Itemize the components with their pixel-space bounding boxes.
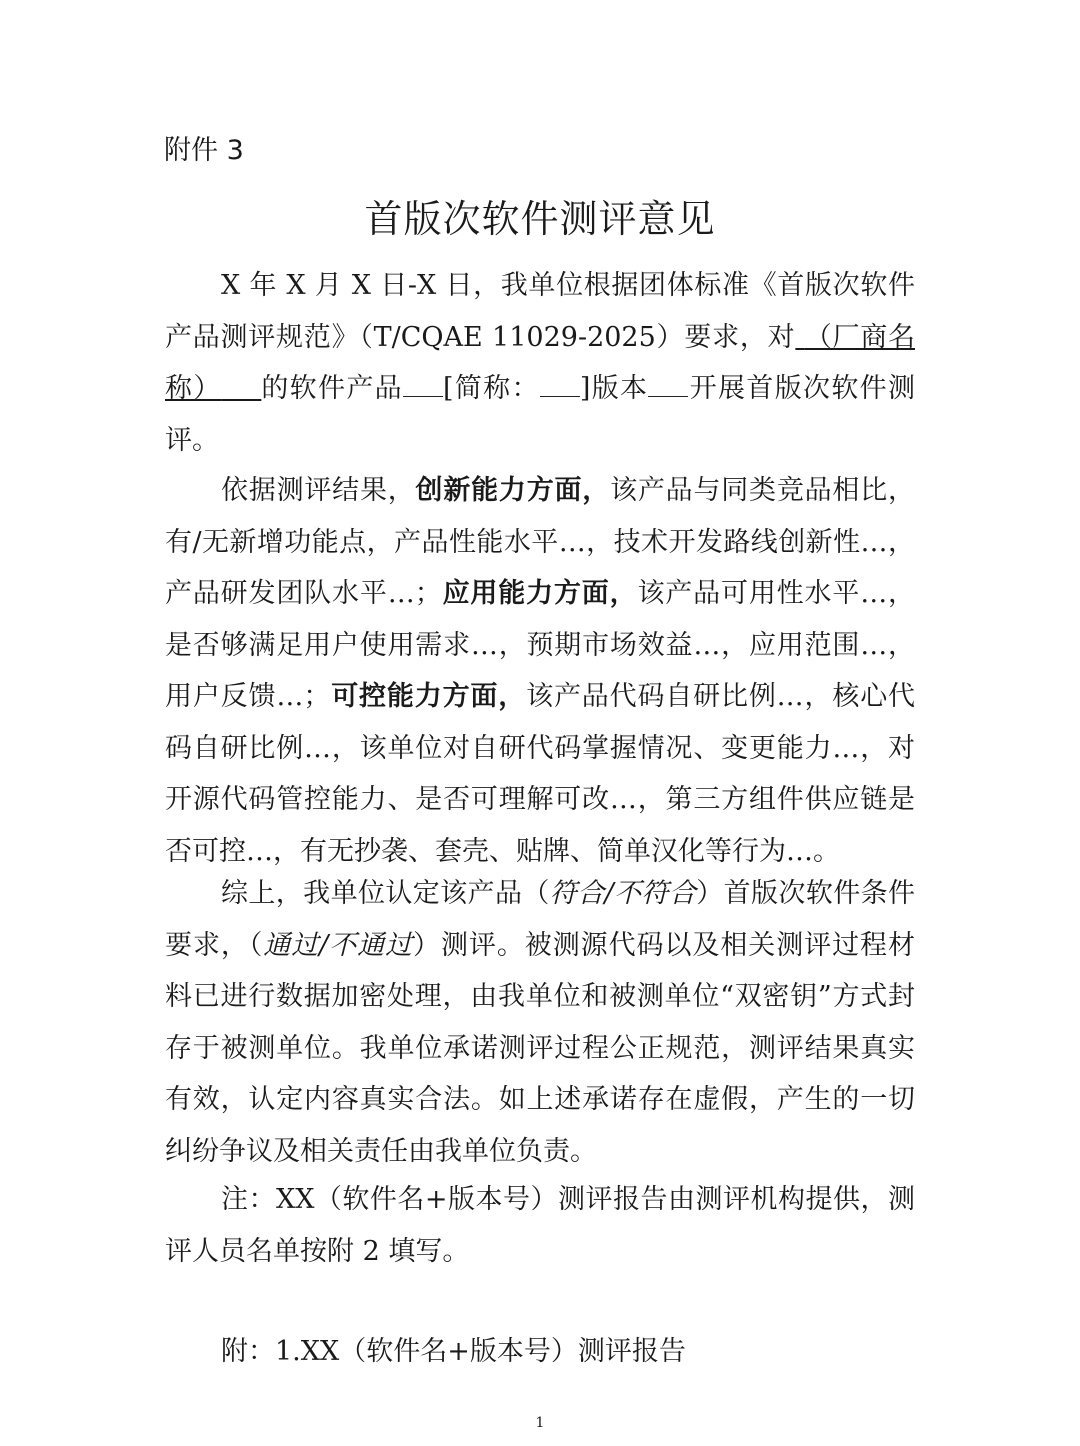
appendix-line: 附：1.XX（软件名+版本号）测评报告 bbox=[221, 1336, 686, 1367]
version-blank bbox=[648, 374, 688, 397]
conformity-option: 符合/不符合 bbox=[549, 878, 697, 909]
attachment-label: 附件 3 bbox=[164, 135, 244, 166]
abbr-blank bbox=[540, 374, 580, 397]
vendor-name-placeholder: （厂商名称） bbox=[165, 321, 916, 404]
intro-text-3: 开展首版次软件测评。 bbox=[165, 373, 916, 456]
document-body bbox=[165, 260, 915, 466]
intro-text: X 年 X 月 X 日-X 日，我单位根据团体标准《首版次软件产品测评规范》（T/CQAE 11029-2025）要求，对 bbox=[165, 270, 915, 353]
version-label: ]版本 bbox=[579, 373, 649, 404]
paragraph-intro bbox=[165, 260, 915, 466]
evaluation-paragraph: 依据测评结果，创新能力方面，该产品与同类竞品相比，有/无新增功能点，产品性能水平…，技术开发路线创新性…，产品研发团队水平…；应用能力方面，该产品可用性水平…，是否够满足用户使用需求…，预期市场效益…，应用范围…，用户反馈…；可控能力方面，该产品代码自研比例…，核心代码自研比例…，该单位对自研代码掌握情况、变更能力…，对开源代码管控能力、是否可理解可改…，第三方组件供应链是否可控…，有无抄袭、套壳、贴牌、简单汉化等行为…。 bbox=[165, 475, 916, 867]
page-number: 1 bbox=[535, 1415, 545, 1431]
controllability-heading: 可控能力方面， bbox=[330, 681, 527, 712]
pass-option: 通过/不通过 bbox=[263, 929, 414, 961]
conclusion-paragraph: 综上，我单位认定该产品（符合/不符合）首版次软件条件要求，（通过/不通过）测评。被测源代码以及相关测评过程材料已进行数据加密处理，由我单位和被测单位“双密钥”方式封存于被测单位。我单位承诺测评过程公正规范，测评结果真实有效，认定内容真实合法。如上述承诺存在虚假，产生的一切纠纷争议及相关责任由我单位负责。 bbox=[165, 878, 916, 1167]
abbr-label: [简称： bbox=[442, 373, 540, 404]
innovation-heading: 创新能力方面， bbox=[415, 475, 611, 506]
document-title: 首版次软件测评意见 bbox=[364, 197, 716, 241]
product-name-blank bbox=[403, 374, 443, 397]
intro-text-2: 的软件产品 bbox=[261, 373, 403, 404]
application-heading: 应用能力方面， bbox=[441, 578, 638, 609]
note-paragraph: 注：XX（软件名+版本号）测评报告由测评机构提供，测评人员名单按附 2 填写。 bbox=[165, 1184, 915, 1267]
